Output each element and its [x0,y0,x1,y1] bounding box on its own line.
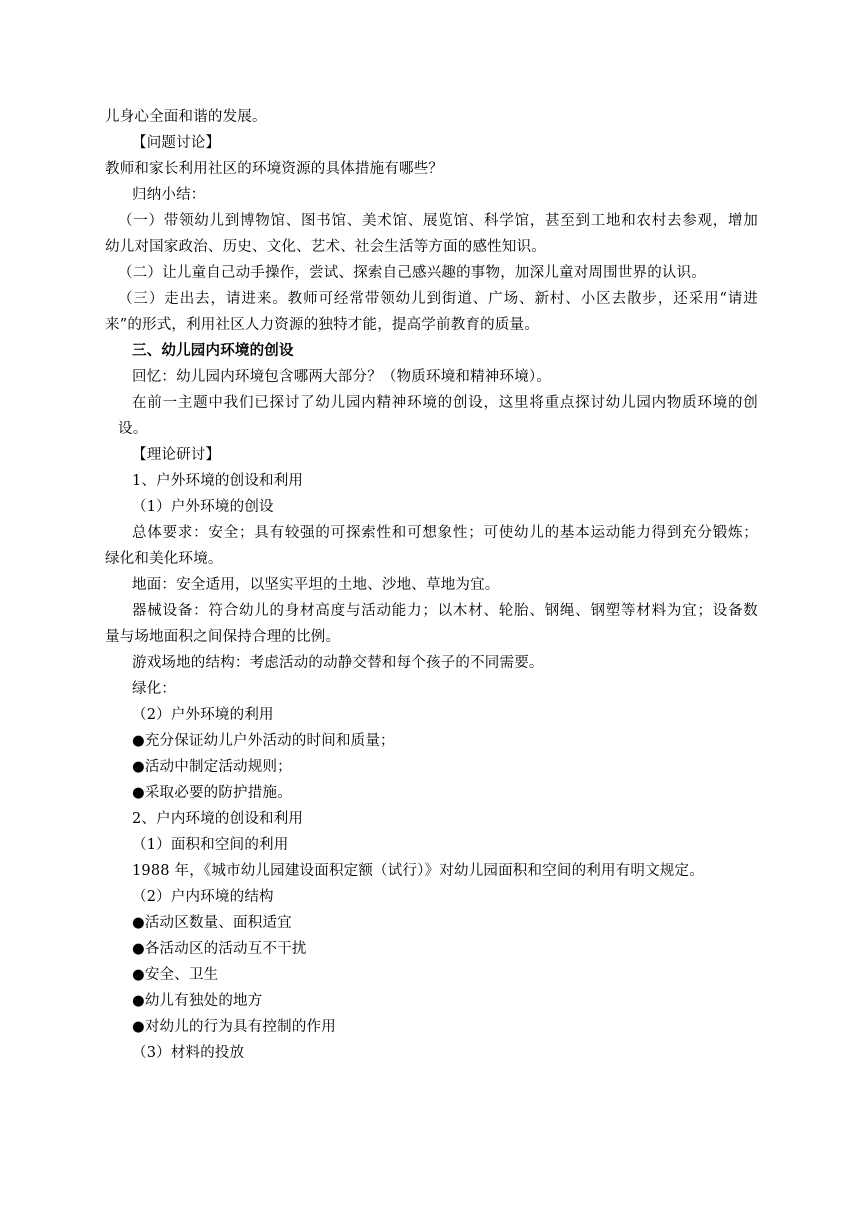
bullet-item: ●采取必要的防护措施。 [132,785,292,801]
bullet-item: ●幼儿有独处的地方 [132,993,263,1009]
general-requirement-line-1: 总体要求：安全；具有较强的可探索性和可想象性；可使幼儿的基本运动能力得到充分锻炼； [132,525,758,541]
subheading-outdoor-creation: （1）户外环境的创设 [132,499,274,515]
measure-1-line-1: （一）带领幼儿到博物馆、图书馆、美术馆、展览馆、科学馆，甚至到工地和农村去参观，增加 [118,213,758,229]
intro-line-1: 在前一主题中我们已探讨了幼儿园内精神环境的创设，这里将重点探讨幼儿园内物质环境的创 [132,395,758,411]
regulation-text: 1988 年，《城市幼儿园建设面积定额（试行）》对幼儿园面积和空间的利用有明文规定。 [132,863,704,879]
bullet-item: ●对幼儿的行为具有控制的作用 [132,1019,336,1035]
bullet-item: ●充分保证幼儿户外活动的时间和质量； [132,733,395,749]
paragraph-continuation: 儿身心全面和谐的发展。 [105,109,267,125]
subheading-indoor: 2、户内环境的创设和利用 [132,811,304,827]
bullet-item: ●活动中制定活动规则； [132,759,292,775]
greening-label: 绿化： [132,681,177,697]
measure-3-line-1: （三）走出去，请进来。教师可经常带领幼儿到街道、广场、新村、小区去散步，还采用“请进 [118,291,758,307]
bullet-item: ●安全、卫生 [132,967,219,983]
equipment-line-2: 量与场地面积之间保持合理的比例。 [105,629,341,645]
subheading-materials: （3）材料的投放 [132,1045,245,1061]
bullet-item: ●各活动区的活动互不干扰 [132,941,307,957]
measure-3-line-2: 来”的形式，利用社区人力资源的独特才能，提高学前教育的质量。 [105,317,539,333]
measure-1-line-2: 幼儿对国家政治、历史、文化、艺术、社会生活等方面的感性知识。 [105,239,546,255]
equipment-line-1: 器械设备：符合幼儿的身材高度与活动能力；以木材、轮胎、钢绳、钢塑等材料为宜；设备数 [132,603,758,619]
ground-text: 地面：安全适用，以坚实平坦的土地、沙地、草地为宜。 [132,577,500,593]
question-text: 教师和家长利用社区的环境资源的具体措施有哪些？ [105,161,444,177]
intro-line-2: 设。 [118,421,148,437]
subheading-indoor-structure: （2）户内环境的结构 [132,889,274,905]
subheading-area-space: （1）面积和空间的利用 [132,837,289,853]
section-heading-theory: 【理论研讨】 [132,447,221,463]
subheading-outdoor-use: （2）户外环境的利用 [132,707,274,723]
section-heading-indoor-environment: 三、幼儿园内环境的创设 [132,342,294,359]
section-heading-discussion: 【问题讨论】 [132,135,221,151]
bullet-item: ●活动区数量、面积适宜 [132,915,292,931]
measure-2: （二）让儿童自己动手操作，尝试、探索自己感兴趣的事物，加深儿童对周围世界的认识。 [118,265,706,281]
general-requirement-line-2: 绿化和美化环境。 [105,551,223,567]
summary-label: 归纳小结： [132,187,206,203]
recall-text: 回忆：幼儿园内环境包含哪两大部分？（物质环境和精神环境）。 [132,369,552,385]
playground-structure-text: 游戏场地的结构：考虑活动的动静交替和每个孩子的不同需要。 [132,655,544,671]
subheading-outdoor: 1、户外环境的创设和利用 [132,473,304,489]
